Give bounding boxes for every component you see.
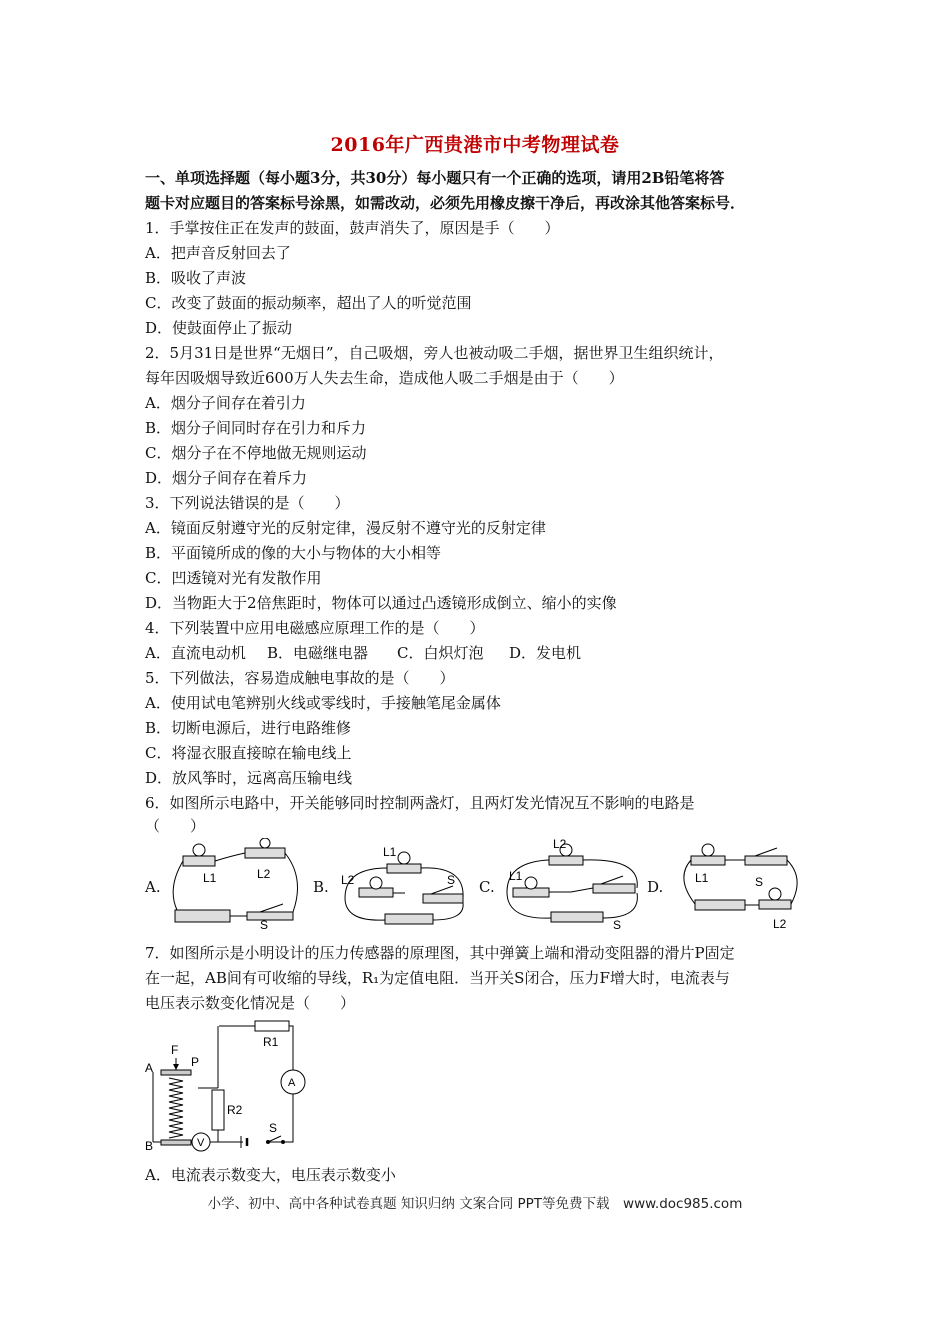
q6a-l1: L1	[203, 871, 217, 885]
q7-stem-line1: 7．如图所示是小明设计的压力传感器的原理图，其中弹簧上端和滑动变阻器的滑片P固定	[145, 944, 735, 962]
q7-label-p: P	[191, 1055, 200, 1069]
q4-option-d: D．发电机	[509, 644, 582, 662]
q4-options	[145, 643, 581, 663]
q6-stem-line1: 6．如图所示电路中，开关能够同时控制两盏灯，且两灯发光情况互不影响的电路是	[145, 794, 695, 812]
q3-option-d: D．当物距大于2倍焦距时，物体可以通过凸透镜形成倒立、缩小的实像	[145, 594, 617, 612]
q7-voltmeter-label: V	[197, 1137, 205, 1149]
q7-label-b: B	[145, 1139, 154, 1153]
q5-stem: 5．下列做法，容易造成触电事故的是（ ）	[145, 669, 455, 687]
q1-stem: 1．手掌按住正在发声的鼓面，鼓声消失了，原因是手（ ）	[145, 219, 560, 237]
q6d-s: S	[755, 875, 764, 889]
q5-option-c: C．将湿衣服直接晾在输电线上	[145, 744, 352, 762]
q7-option-a: A．电流表示数变大，电压表示数变小	[145, 1166, 396, 1184]
page-title: 2016年广西贵港市中考物理试卷	[330, 134, 620, 156]
q6-circuit-b	[335, 838, 475, 930]
q7-label-s: S	[269, 1121, 278, 1135]
q2-option-c: C．烟分子在不停地做无规则运动	[145, 444, 367, 462]
q6-label-b: B.	[313, 878, 329, 896]
q6-circuit-d	[669, 838, 805, 930]
q6c-l2: L2	[553, 838, 567, 851]
q4-option-b: B．电磁继电器	[267, 644, 369, 662]
q6-label-c: C.	[479, 878, 495, 896]
q4-option-c: C．白炽灯泡	[397, 644, 484, 662]
q7-stem-line3: 电压表示数变化情况是（ ）	[145, 994, 356, 1012]
q2-option-d: D．烟分子间存在着斥力	[145, 469, 308, 487]
q5-option-a: A．使用试电笔辨别火线或零线时，手接触笔尾金属体	[145, 694, 501, 712]
q6d-l2: L2	[773, 917, 787, 930]
q7-label-r2: R2	[227, 1103, 243, 1117]
q3-option-c: C．凹透镜对光有发散作用	[145, 569, 322, 587]
q6d-l1: L1	[695, 871, 709, 885]
q1-option-a: A．把声音反射回去了	[145, 244, 291, 262]
q6-circuit-figures	[145, 838, 805, 930]
page-footer: 小学、初中、高中各种试卷真题 知识归纳 文案合同 PPT等免费下载 www.doc985.com	[207, 1196, 743, 1212]
q1-option-c: C．改变了鼓面的振动频率，超出了人的听觉范围	[145, 294, 472, 312]
q6-circuit-c	[501, 838, 646, 930]
q6a-s: S	[260, 918, 269, 930]
q1-option-d: D．使鼓面停止了振动	[145, 319, 293, 337]
q6-label-d: D.	[647, 878, 664, 896]
q2-option-b: B．烟分子间同时存在引力和斥力	[145, 419, 367, 437]
q5-option-b: B．切断电源后，进行电路维修	[145, 719, 352, 737]
q2-stem-line1: 2．5月31日是世界“无烟日”，自己吸烟，旁人也被动吸二手烟，据世界卫生组织统计，	[145, 344, 724, 362]
q7-ammeter-label: A	[288, 1077, 296, 1089]
q6b-l2: L2	[341, 873, 355, 887]
q7-pressure-sensor-figure	[143, 1018, 313, 1158]
section-heading-line2: 题卡对应题目的答案标号涂黑，如需改动，必须先用橡皮擦干净后，再改涂其他答案标号．	[145, 194, 746, 212]
q2-stem-line2: 每年因吸烟导致近600万人失去生命，造成他人吸二手烟是由于（ ）	[145, 369, 624, 387]
q3-option-b: B．平面镜所成的像的大小与物体的大小相等	[145, 544, 442, 562]
q7-label-a: A	[145, 1061, 154, 1075]
q6-stem-line2: （ ）	[145, 817, 206, 835]
q6b-s: S	[447, 873, 456, 887]
q7-stem-line2: 在一起，AB间有可收缩的导线，R₁为定值电阻．当开关S闭合，压力F增大时，电流表与	[145, 969, 730, 987]
section-heading-line1: 一、单项选择题（每小题3分，共30分）每小题只有一个正确的选项，请用2B铅笔将答	[145, 169, 725, 187]
q6c-l1: L1	[509, 869, 523, 883]
q7-label-f: F	[171, 1043, 179, 1057]
q2-option-a: A．烟分子间存在着引力	[145, 394, 306, 412]
q6-label-a: A.	[145, 878, 161, 896]
q4-option-a: A．直流电动机	[145, 644, 246, 662]
q7-label-r1: R1	[263, 1035, 279, 1049]
q4-stem: 4．下列装置中应用电磁感应原理工作的是（ ）	[145, 619, 485, 637]
q1-option-b: B．吸收了声波	[145, 269, 247, 287]
q6c-s: S	[613, 918, 622, 930]
q3-stem: 3．下列说法错误的是（ ）	[145, 494, 350, 512]
q6a-l2: L2	[257, 867, 271, 881]
q6b-l1: L1	[383, 845, 397, 859]
q3-option-a: A．镜面反射遵守光的反射定律，漫反射不遵守光的反射定律	[145, 519, 546, 537]
q6-circuit-a	[165, 838, 305, 930]
q5-option-d: D．放风筝时，远离高压输电线	[145, 769, 353, 787]
